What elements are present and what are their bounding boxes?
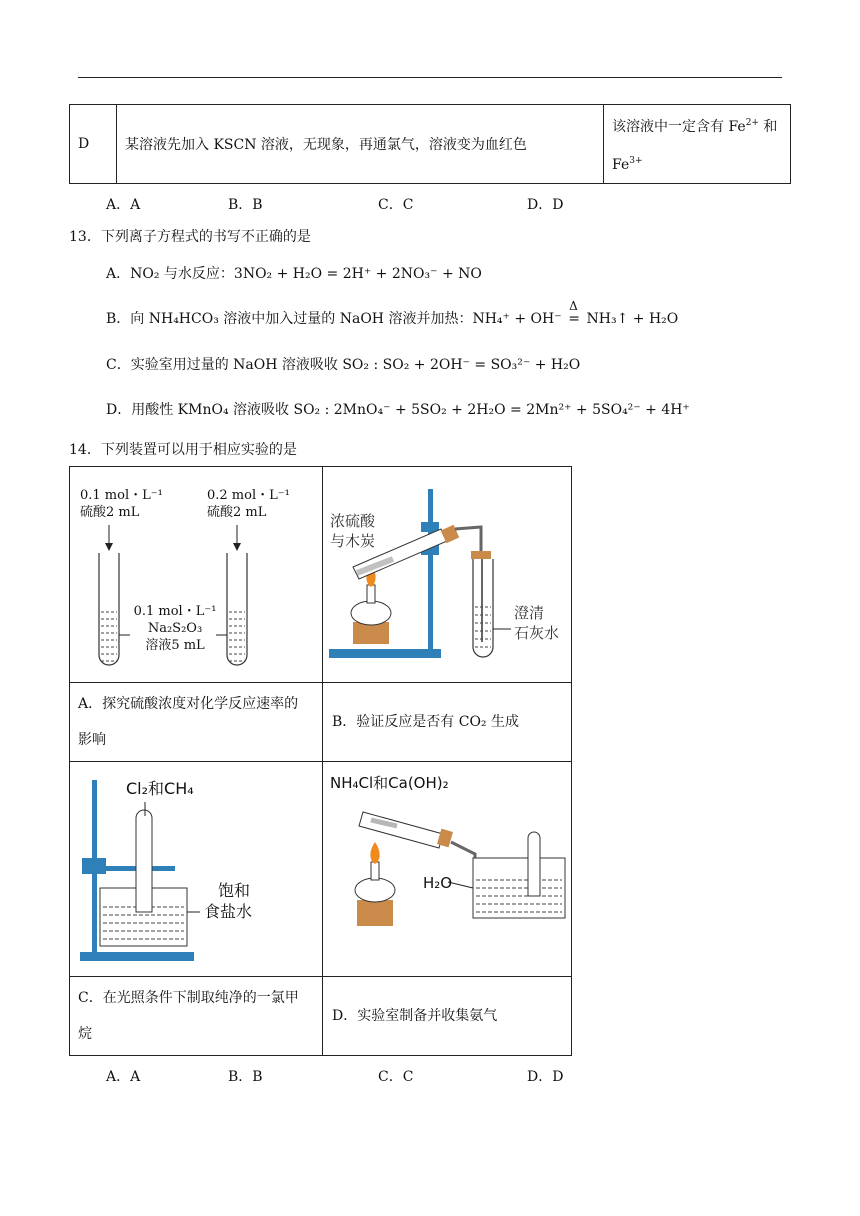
apparatus-grid	[69, 466, 572, 1056]
option-a[interactable]: A．A	[106, 197, 141, 213]
figure-b-drawing	[323, 467, 573, 682]
header-rule	[78, 77, 782, 78]
grid-divider-3	[70, 976, 571, 977]
left-acid-concentration: 0.1 mol・L⁻¹	[80, 488, 163, 503]
limewater-label-line2: 石灰水	[514, 624, 560, 642]
caption-a: A．探究硫酸浓度对化学反应速率的 影响	[78, 696, 299, 748]
heat-equals-sign: Δ =	[568, 299, 580, 327]
gas-label: Cl₂和CH₄	[126, 779, 194, 798]
ammonia-reagent-label: NH₄Cl和Ca(OH)₂	[330, 774, 449, 792]
option-d[interactable]: D．D	[527, 197, 564, 213]
figure-d	[323, 762, 573, 976]
question-14-stem: 14．下列装置可以用于相应实验的是	[69, 442, 297, 458]
row-operation: 某溶液先加入 KSCN 溶液，无现象，再通氯气，溶液变为血红色	[117, 105, 604, 184]
grid-divider-1	[70, 682, 571, 683]
right-acid-volume: 硫酸2 mL	[207, 505, 267, 520]
q14-option-a[interactable]: A．A	[106, 1069, 141, 1085]
solution-name: Na₂S₂O₃	[147, 621, 203, 636]
brine-label-line2: 食盐水	[204, 902, 253, 921]
q13-option-b[interactable]: B．向 NH₄HCO₃ 溶液中加入过量的 NaOH 溶液并加热：NH₄⁺ + OH⁻ Δ = NH₃↑ + H₂O	[106, 299, 679, 327]
right-acid-concentration: 0.2 mol・L⁻¹	[207, 488, 290, 503]
q14-option-c[interactable]: C．C	[378, 1069, 414, 1085]
brine-label-line1: 饱和	[218, 881, 251, 900]
caption-b: B．验证反应是否有 CO₂ 生成	[332, 714, 519, 730]
option-b[interactable]: B．B	[228, 197, 263, 213]
figure-d-drawing	[323, 762, 573, 976]
row-label: D	[70, 105, 117, 184]
row-conclusion: 该溶液中一定含有 $Fe^{2+}$ 和 $Fe^{3+}$	[604, 105, 791, 184]
water-label: H₂O	[423, 874, 453, 892]
q14-option-d[interactable]: D．D	[527, 1069, 564, 1085]
q14-option-b[interactable]: B．B	[228, 1069, 263, 1085]
left-acid-volume: 硫酸2 mL	[80, 505, 140, 520]
reagent-label-line2: 与木炭	[330, 532, 376, 550]
option-c[interactable]: C．C	[378, 197, 414, 213]
answer-table-row-d	[69, 104, 791, 184]
limewater-label-line1: 澄清	[514, 604, 545, 622]
q13-option-d[interactable]: D．用酸性 KMnO₄ 溶液吸收 SO₂ : 2MnO₄⁻ + 5SO₂ + 2H₂O = 2Mn²⁺ + 5SO₄²⁻ + 4H⁺	[106, 402, 690, 418]
figure-c	[70, 762, 322, 976]
figure-c-drawing	[70, 762, 322, 976]
figure-a	[70, 467, 322, 682]
figure-b	[323, 467, 573, 682]
solution-volume: 溶液5 mL	[145, 638, 205, 653]
caption-d: D．实验室制备并收集氨气	[332, 1008, 498, 1024]
reagent-label-line1: 浓硫酸	[330, 512, 376, 530]
question-13-stem: 13．下列离子方程式的书写不正确的是	[69, 229, 311, 245]
q13-option-c[interactable]: C．实验室用过量的 NaOH 溶液吸收 SO₂ : SO₂ + 2OH⁻ = SO₃²⁻ + H₂O	[106, 357, 581, 373]
caption-c: C．在光照条件下制取纯净的一氯甲 烷	[78, 990, 299, 1042]
solution-concentration: 0.1 mol・L⁻¹	[133, 604, 217, 619]
q13-option-a[interactable]: A．NO₂ 与水反应：3NO₂ + H₂O = 2H⁺ + 2NO₃⁻ + NO	[106, 266, 482, 282]
